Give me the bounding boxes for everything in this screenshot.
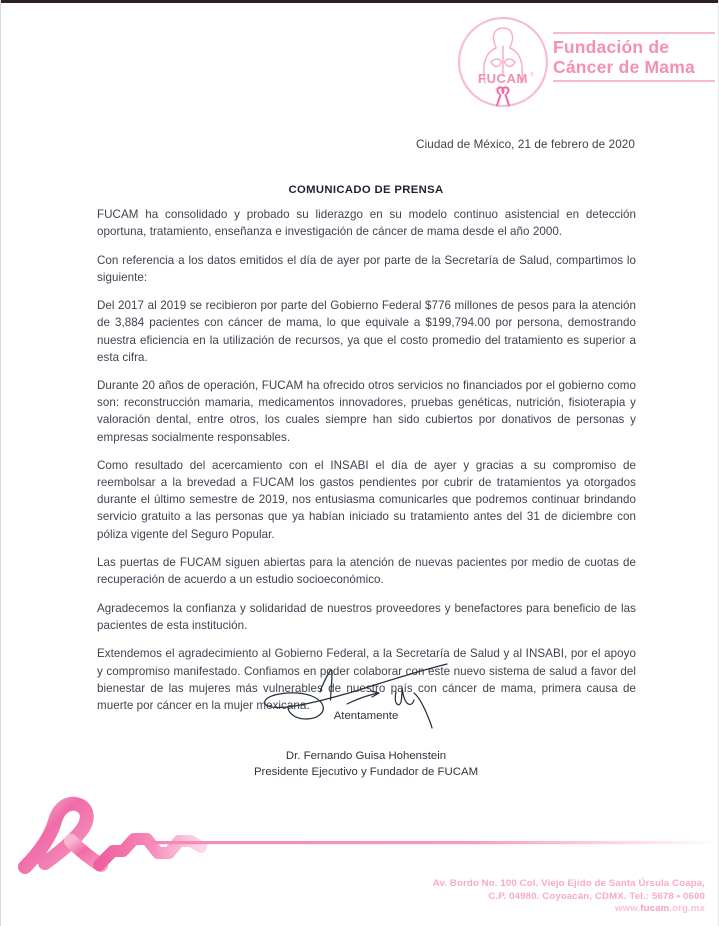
signature-block bbox=[97, 662, 635, 780]
footer-website[interactable] bbox=[301, 903, 705, 916]
closing-salutation: Atentamente bbox=[333, 710, 399, 722]
paragraph: Durante 20 años de operación, FUCAM ha ofrecido otros servicios no financiados por el gobierno como son: reconstrucción mamaria, medicamentos innovadores, pruebas genéticas, nutrición, fisioterapia y valoración dental, entre otros, los cuales siempre han sido cubiertos por donativos de personas y empresas socialmente responsables. bbox=[97, 379, 636, 444]
brand-name-line-2: Cáncer de Mama bbox=[553, 57, 695, 77]
brand-name-line-1: Fundación de bbox=[553, 37, 670, 57]
footer-contact-info bbox=[301, 878, 705, 916]
footer-ribbon-graphic bbox=[1, 795, 719, 890]
paragraph: Del 2017 al 2019 se recibieron por parte del Gobierno Federal $776 millones de pesos para la atención de 3,884 pacientes con cáncer de mama, lo que equivale a $199,794.00 por persona, demostrando nuestra eficiencia en la utilización de recursos, ya que el costo promedio del tratamiento es superior a esta cifra. bbox=[97, 299, 636, 364]
website-prefix: www. bbox=[614, 903, 641, 915]
svg-text:FUCAM: FUCAM bbox=[478, 71, 528, 86]
viewer-top-chrome bbox=[1, 0, 719, 3]
website-brand: fucam bbox=[640, 903, 670, 915]
fucam-logo-icon bbox=[453, 12, 553, 112]
letterhead bbox=[453, 12, 715, 112]
paragraph: FUCAM ha consolidado y probado su liderazgo en su modelo continuo asistencial en detección oportuna, tratamiento, enseñanza e investigación de cáncer de mama desde el año 2000. bbox=[97, 208, 636, 239]
footer-address-line-2: C.P. 04980. Coyoacán, CDMX. Tel.: 5678 • 0600 bbox=[488, 890, 705, 902]
paragraph: Agradecemos la confianza y solidaridad de nuestros proveedores y benefactores para beneficio de las pacientes de esta institución. bbox=[97, 601, 636, 632]
wordmark-rule-bottom bbox=[553, 80, 715, 82]
paragraph: Con referencia a los datos emitidos el día de ayer por parte de la Secretaría de Salud, compartimos lo siguiente: bbox=[97, 253, 636, 284]
body-copy bbox=[97, 206, 636, 725]
paragraph: Las puertas de FUCAM siguen abiertas para la atención de nuevas pacientes por medio de cuotas de recuperación de acuerdo a un estudio socioeconómico. bbox=[97, 556, 636, 587]
date-line: Ciudad de México, 21 de febrero de 2020 bbox=[416, 138, 635, 151]
paragraph: Como resultado del acercamiento con el INSABI el día de ayer y gracias a su compromiso de reembolsar a la brevedad a FUCAM los gastos pendientes por cubrir de tratamientos ya otorgados durante el último semestre de 2019, nos entusiasma comunicarles que podremos continuar brindando servicio gratuito a las personas que ya habían iniciado su tratamiento antes del 31 de diciembre con póliza vigente del Seguro Popular. bbox=[97, 459, 636, 541]
svg-text:A.B.P.: A.B.P. bbox=[494, 87, 512, 92]
signer-name: Dr. Fernando Guisa Hohenstein bbox=[285, 750, 447, 762]
footer-address-line-1: Av. Bordo No. 100 Col. Viejo Ejido de Santa Úrsula Coapa, bbox=[432, 878, 705, 889]
paragraph: Extendemos el agradecimiento al Gobierno Federal, a la Secretaría de Salud y al INSABI, por el apoyo y compromiso manifestado. Confiamos en poder colaborar con este nuevo sistema de salud a favor del bienestar de las mujeres más vulnerables de nuestro país con cáncer de mama, primera causa de muerte por cáncer en la mujer mexicana. bbox=[97, 647, 636, 712]
page-title: COMUNICADO DE PRENSA bbox=[288, 184, 444, 196]
svg-text:®: ® bbox=[530, 72, 534, 78]
signer-role: Presidente Ejecutivo y Fundador de FUCAM bbox=[253, 766, 479, 778]
wordmark-rule-top bbox=[553, 32, 715, 34]
website-suffix: .org.mx bbox=[669, 903, 705, 915]
brand-wordmark bbox=[553, 32, 715, 82]
